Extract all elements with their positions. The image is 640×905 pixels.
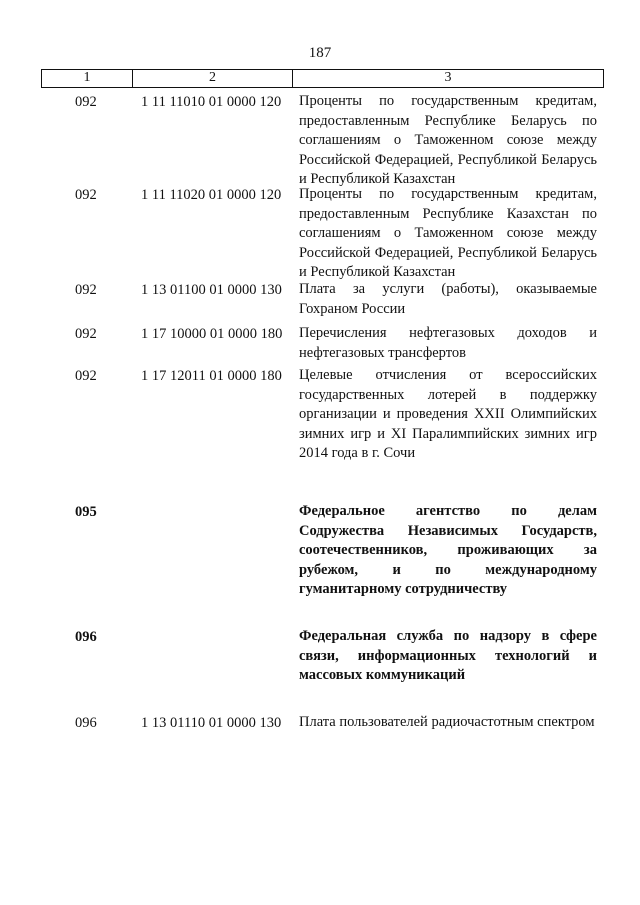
row-description: Плата пользователей радиочастотным спектром — [299, 714, 595, 730]
header-col-1: 1 — [42, 70, 133, 87]
header-col-2: 2 — [133, 70, 293, 87]
header-col-3: 3 — [444, 70, 452, 85]
section-heading: Федеральное агентство по делам Содружества Независимых Государств, соотечественников, проживающих за рубежом, и по международному гуманитарному сотрудничеству — [299, 503, 597, 597]
row-description: Плата за услуги (работы), оказываемые Гохраном России — [299, 281, 597, 317]
budget-code: 1 11 11020 01 0000 120 — [141, 187, 282, 203]
section-heading: Федеральная служба по надзору в сфере связи, информационных технологий и массовых коммуникаций — [299, 628, 597, 683]
budget-code: 1 13 01110 01 0000 130 — [141, 715, 282, 731]
row-description: Перечисления нефтегазовых доходов и нефтегазовых трансфертов — [299, 325, 597, 361]
budget-code: 1 17 10000 01 0000 180 — [141, 326, 283, 342]
admin-code: 096 — [75, 715, 97, 731]
budget-code: 1 17 12011 01 0000 180 — [141, 368, 282, 384]
row-description: Целевые отчисления от всероссийских государственных лотерей в поддержку организации и проведения XXII Олимпийских зимних игр и XI Паралимпийских зимних игр 2014 года в г. Сочи — [299, 367, 597, 461]
admin-code: 092 — [75, 368, 97, 384]
admin-code: 095 — [75, 504, 97, 520]
table-header — [41, 69, 604, 88]
page-number: 187 — [308, 45, 332, 61]
admin-code: 092 — [75, 94, 97, 110]
budget-code: 1 11 11010 01 0000 120 — [141, 94, 282, 110]
admin-code: 096 — [75, 629, 97, 645]
row-description: Проценты по государственным кредитам, предоставленным Республике Казахстан по соглашениям о Таможенном союзе между Российской Федерацией, Республикой Беларусь и Республикой Казахстан — [299, 186, 597, 280]
admin-code: 092 — [75, 326, 97, 342]
admin-code: 092 — [75, 282, 97, 298]
row-description: Проценты по государственным кредитам, предоставленным Республике Беларусь по соглашениям о Таможенном союзе между Российской Федерацией, Республикой Беларусь и Республикой Казахстан — [299, 93, 597, 187]
admin-code: 092 — [75, 187, 97, 203]
budget-code: 1 13 01100 01 0000 130 — [141, 282, 282, 298]
